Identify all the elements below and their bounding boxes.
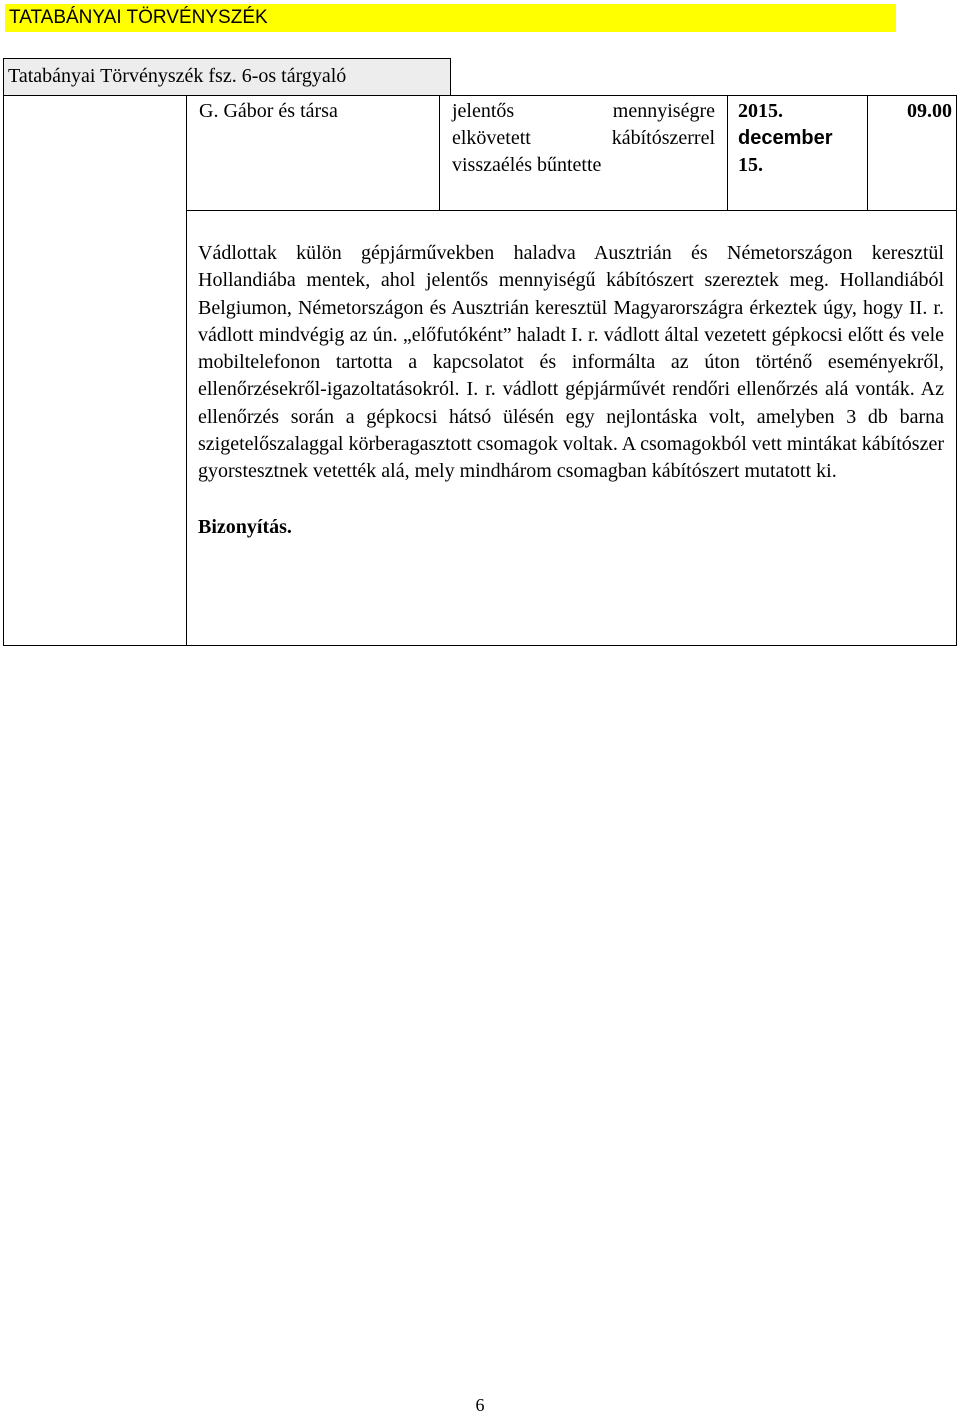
crime-cell [439,95,728,211]
left-empty-column [3,95,187,646]
crime-line: visszaélés bűntette [452,154,602,176]
hearing-time: 09.00 [907,100,952,122]
date-cell [727,95,868,211]
defendant-cell [186,95,440,211]
crime-line: jelentős mennyiségre [452,100,715,122]
crime-line: elkövetett kábítószerrel [452,127,715,149]
defendant-name: G. Gábor és társa [199,100,338,122]
date-year: 2015. [738,100,783,122]
time-cell [867,95,957,211]
evidence-label: Bizonyítás. [198,515,292,538]
case-description-cell [186,210,957,646]
page-number: 6 [475,1395,485,1415]
date-day: 15. [738,154,763,176]
date-month: december [738,127,833,149]
hearing-venue: Tatabányai Törvényszék fsz. 6-os tárgyaló [3,58,451,96]
court-name-header: TATABÁNYAI TÖRVÉNYSZÉK [5,4,896,32]
case-description: Vádlottak külön gépjárművekben haladva Ausztrián és Németországon keresztül Hollandiába mentek, ahol jelentős mennyiségű kábítószert szereztek meg. Hollandiából Belgiumon, Németországon és Ausztrián keresztül Magyarországra érkeztek úgy, hogy II. r. vádlott mindvégig az ún. „előfutóként” haladt I. r. vádlott által vezetett gépkocsi előtt és vele mobiltelefonon tartotta a kapcsolatot és informálta az úton történő eseményekről, ellenőrzésekről-igazoltatásokról. I. r. vádlott gépjárművét rendőri ellenőrzés alá vonták. Az ellenőrzés során a gépkocsi hátsó ülésén egy nejlontáska volt, amelyben 3 db barna szigetelőszalaggal körberagasztott csomagok voltak. A csomagokból vett mintákat kábítószer gyorstesztnek vetették alá, mely mindhárom csomagban kábítószert mutatott ki. [198,242,944,483]
